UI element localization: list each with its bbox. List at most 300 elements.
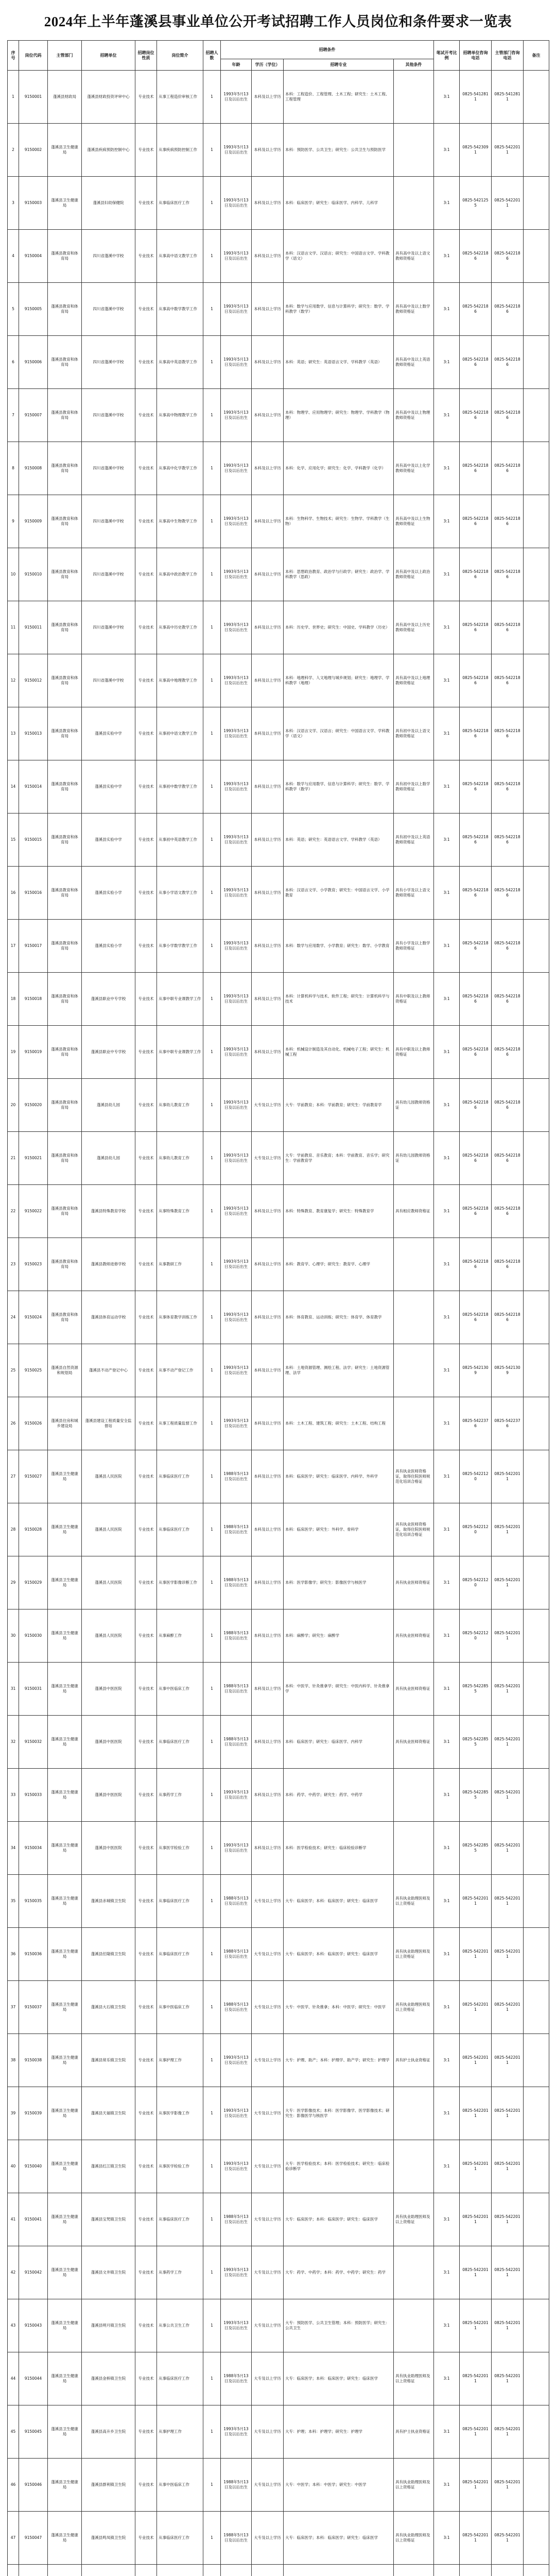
cell-count: 1 xyxy=(203,1663,221,1716)
cell-other: 具有护士执业资格证 xyxy=(394,2405,434,2459)
cell-code: 9150037 xyxy=(19,1981,48,2034)
cell-code: 9150011 xyxy=(19,601,48,654)
cell-remark xyxy=(524,2512,549,2565)
cell-major: 本科：物理学、应用物理学；研究生：物理学、学科教学（物理） xyxy=(284,389,394,442)
cell-other xyxy=(394,1238,434,1291)
cell-count: 1 xyxy=(203,2193,221,2246)
cell-seq: 9 xyxy=(8,495,19,548)
cell-code: 9150007 xyxy=(19,389,48,442)
cell-desc: 从事麻醉工作 xyxy=(157,1609,203,1663)
cell-count: 1 xyxy=(203,71,221,124)
cell-other xyxy=(394,124,434,177)
cell-nature: 专业技术 xyxy=(135,2034,157,2087)
cell-consult-phone: 0825-5422186 xyxy=(460,814,492,867)
cell-edu: 大专及以上学历 xyxy=(252,2405,284,2459)
cell-code: 9150024 xyxy=(19,1291,48,1344)
cell-ratio: 3:1 xyxy=(434,1132,460,1185)
cell-dept: 蓬溪县卫生健康局 xyxy=(48,2246,82,2299)
header-major: 招聘专业 xyxy=(284,59,394,71)
cell-code: 9150005 xyxy=(19,283,48,336)
cell-remark xyxy=(524,442,549,495)
cell-remark xyxy=(524,2140,549,2193)
cell-dept: 蓬溪县教育和体育局 xyxy=(48,920,82,973)
cell-count: 1 xyxy=(203,1981,221,2034)
cell-dept: 蓬溪县卫生健康局 xyxy=(48,2034,82,2087)
cell-desc: 从事医学影像诊断工作 xyxy=(157,1556,203,1609)
cell-ratio: 3:1 xyxy=(434,814,460,867)
cell-count: 1 xyxy=(203,2405,221,2459)
cell-ratio: 3:1 xyxy=(434,1716,460,1769)
cell-unit: 蓬溪县建设工程质量安全监督站 xyxy=(82,1397,135,1450)
cell-unit: 蓬溪县人民医院 xyxy=(82,1503,135,1556)
cell-desc: 从事药学工作 xyxy=(157,2246,203,2299)
cell-seq: 46 xyxy=(8,2459,19,2512)
cell-code: 9150017 xyxy=(19,920,48,973)
cell-major: 本科：化学、应用化学；研究生：化学、学科教学（化学） xyxy=(284,442,394,495)
cell-dept-phone: 0825-5422011 xyxy=(492,1822,524,1875)
cell-count: 1 xyxy=(203,1875,221,1928)
cell-desc: 从事高中化学教学工作 xyxy=(157,442,203,495)
header-dept: 主管部门 xyxy=(48,41,82,71)
cell-seq: 19 xyxy=(8,1026,19,1079)
cell-edu: 本科及以上学历 xyxy=(252,1503,284,1556)
cell-desc: 从事高中生物教学工作 xyxy=(157,495,203,548)
cell-remark xyxy=(524,1026,549,1079)
cell-edu: 大专及以上学历 xyxy=(252,1928,284,1981)
cell-consult-phone: 0825-5422186 xyxy=(460,1079,492,1132)
header-conditions: 招聘条件 xyxy=(221,41,434,59)
cell-consult-phone: 0825-5422186 xyxy=(460,867,492,920)
cell-dept-phone: 0825-5422011 xyxy=(492,2246,524,2299)
cell-consult-phone: 0825-5422186 xyxy=(460,1291,492,1344)
cell-remark xyxy=(524,177,549,230)
cell-count: 1 xyxy=(203,2087,221,2140)
cell-desc: 从事临床医疗工作 xyxy=(157,1875,203,1928)
cell-age: 1993年5月13日及以后出生 xyxy=(221,1822,252,1875)
table-row xyxy=(8,230,549,283)
cell-count: 1 xyxy=(203,2246,221,2299)
cell-remark xyxy=(524,230,549,283)
cell-ratio: 3:1 xyxy=(434,2087,460,2140)
header-dept-phone: 主管部门咨询电话 xyxy=(492,41,524,71)
cell-nature: 专业技术 xyxy=(135,867,157,920)
cell-ratio: 3:1 xyxy=(434,1556,460,1609)
cell-desc: 从事中医临床工作 xyxy=(157,2459,203,2512)
cell-dept-phone: 0825-5422011 xyxy=(492,1981,524,2034)
cell-remark xyxy=(524,1928,549,1981)
cell-major: 大专：学前教育；本科：学前教育；研究生：学前教育学 xyxy=(284,1079,394,1132)
cell-count: 1 xyxy=(203,283,221,336)
cell-consult-phone: 0825-5422855 xyxy=(460,1769,492,1822)
cell-consult-phone: 0825-5422186 xyxy=(460,760,492,814)
cell-unit: 四川省蓬溪中学校 xyxy=(82,601,135,654)
cell-consult-phone: 0825-5422855 xyxy=(460,1716,492,1769)
cell-consult-phone: 0825-5422011 xyxy=(460,2246,492,2299)
cell-age: 1988年5月13日及以后出生 xyxy=(221,1663,252,1716)
cell-remark xyxy=(524,124,549,177)
cell-remark xyxy=(524,1716,549,1769)
cell-code: 9150028 xyxy=(19,1503,48,1556)
cell-code: 9150029 xyxy=(19,1556,48,1609)
cell-dept: 蓬溪县财政局 xyxy=(48,71,82,124)
cell-edu: 本科及以上学历 xyxy=(252,973,284,1026)
cell-edu: 本科及以上学历 xyxy=(252,230,284,283)
cell-remark xyxy=(524,920,549,973)
cell-seq: 25 xyxy=(8,1344,19,1397)
cell-remark xyxy=(524,336,549,389)
cell-consult-phone: 0825-5422186 xyxy=(460,1238,492,1291)
cell-ratio: 3:1 xyxy=(434,2512,460,2565)
cell-edu: 本科及以上学历 xyxy=(252,920,284,973)
cell-dept-phone: 0825-5422186 xyxy=(492,973,524,1026)
cell-ratio: 3:1 xyxy=(434,1875,460,1928)
cell-count: 1 xyxy=(203,973,221,1026)
cell-remark xyxy=(524,1344,549,1397)
cell-count: 1 xyxy=(203,1503,221,1556)
cell-edu: 大专及以上学历 xyxy=(252,2512,284,2565)
cell-age: 1988年5月13日及以后出生 xyxy=(221,1503,252,1556)
cell-seq: 23 xyxy=(8,1238,19,1291)
cell-major: 本科：汉语言文学、汉语言；研究生：中国语言文学、学科教学（语文） xyxy=(284,707,394,760)
cell-major xyxy=(284,2565,394,2576)
cell-nature: 专业技术 xyxy=(135,71,157,124)
cell-code: 9150022 xyxy=(19,1185,48,1238)
cell-dept-phone: 0825-5421309 xyxy=(492,1344,524,1397)
cell-age: 1988年5月13日及以后出生 xyxy=(221,2193,252,2246)
cell-nature: 专业技术 xyxy=(135,1609,157,1663)
cell-consult-phone: 0825-5422186 xyxy=(460,442,492,495)
cell-code: 9150015 xyxy=(19,814,48,867)
table-row xyxy=(8,1609,549,1663)
cell-count: 1 xyxy=(203,336,221,389)
cell-dept-phone: 0825-5422011 xyxy=(492,2352,524,2405)
cell-other: 具有中职及以上教师资格证 xyxy=(394,973,434,1026)
cell-edu: 大专及以上学历 xyxy=(252,2140,284,2193)
cell-dept-phone: 0825-5422011 xyxy=(492,1503,524,1556)
cell-dept: 蓬溪县卫生健康局 xyxy=(48,2405,82,2459)
cell-ratio: 3:1 xyxy=(434,1079,460,1132)
cell-dept: 蓬溪县卫生健康局 xyxy=(48,2193,82,2246)
cell-major: 本科：临床医学；研究生：外科学、骨科学 xyxy=(284,1503,394,1556)
cell-unit: 蓬溪县妇幼保健院 xyxy=(82,177,135,230)
cell-desc: 从事特殊教育工作 xyxy=(157,1185,203,1238)
cell-dept: 蓬溪县教育和体育局 xyxy=(48,867,82,920)
cell-dept: 蓬溪县卫生健康局 xyxy=(48,1609,82,1663)
cell-consult-phone: 0825-5422186 xyxy=(460,920,492,973)
cell-major: 大专：临床医学；本科：临床医学；研究生：临床医学 xyxy=(284,2352,394,2405)
cell-count: 1 xyxy=(203,1238,221,1291)
cell-edu: 本科及以上学历 xyxy=(252,1397,284,1450)
table-row xyxy=(8,1822,549,1875)
cell-code: 9150033 xyxy=(19,1769,48,1822)
cell-other: 具有相应教师资格证 xyxy=(394,1185,434,1238)
cell-edu: 大专及以上学历 xyxy=(252,2459,284,2512)
cell-code: 9150023 xyxy=(19,1238,48,1291)
cell-consult-phone: 0825-5422011 xyxy=(460,2352,492,2405)
cell-code: 9150004 xyxy=(19,230,48,283)
cell-ratio: 3:1 xyxy=(434,124,460,177)
cell-desc: 从事工程造价审核工作 xyxy=(157,71,203,124)
cell-other: 具有高中及以上历史教师资格证 xyxy=(394,601,434,654)
cell-unit: 蓬溪县常乐镇卫生院 xyxy=(82,2034,135,2087)
cell-dept-phone: 0825-5422186 xyxy=(492,654,524,707)
cell-major: 大专：护理、助产；本科：护理学、助产学；研究生：护理学 xyxy=(284,2034,394,2087)
cell-dept: 蓬溪县教育和体育局 xyxy=(48,654,82,707)
cell-dept: 蓬溪县教育和体育局 xyxy=(48,1291,82,1344)
table-row xyxy=(8,2193,549,2246)
cell-seq: 34 xyxy=(8,1822,19,1875)
cell-desc: 从事临床医疗工作 xyxy=(157,2352,203,2405)
table-row xyxy=(8,1663,549,1716)
cell-nature: 专业技术 xyxy=(135,707,157,760)
cell-unit: 蓬溪县教师进修学校 xyxy=(82,1238,135,1291)
table-row xyxy=(8,283,549,336)
cell-other: 具有执业医师资格证，取得住院医师规范化培训合格证 xyxy=(394,1503,434,1556)
cell-count: 1 xyxy=(203,1556,221,1609)
cell-ratio: 3:1 xyxy=(434,2034,460,2087)
cell-age: 1993年5月13日及以后出生 xyxy=(221,2140,252,2193)
cell-remark xyxy=(524,814,549,867)
cell-remark xyxy=(524,71,549,124)
cell-other xyxy=(394,177,434,230)
cell-desc: 从事高中历史教学工作 xyxy=(157,601,203,654)
cell-dept-phone: 0825-5422376 xyxy=(492,1397,524,1450)
cell-nature: 专业技术 xyxy=(135,2140,157,2193)
cell-code: 9150020 xyxy=(19,1079,48,1132)
cell-ratio: 3:1 xyxy=(434,760,460,814)
cell-other: 具有高中及以上数学教师资格证 xyxy=(394,283,434,336)
cell-remark xyxy=(524,1291,549,1344)
cell-consult-phone: 0825-5422186 xyxy=(460,283,492,336)
cell-edu: 本科及以上学历 xyxy=(252,814,284,867)
cell-age: 1993年5月13日及以后出生 xyxy=(221,1185,252,1238)
cell-age: 1993年5月13日及以后出生 xyxy=(221,814,252,867)
cell-consult-phone: 0825-5422186 xyxy=(460,1132,492,1185)
cell-edu: 本科及以上学历 xyxy=(252,1769,284,1822)
cell-unit: 四川省蓬溪中学校 xyxy=(82,389,135,442)
cell-major: 大专：临床医学；本科：临床医学；研究生：临床医学 xyxy=(284,1928,394,1981)
header-exam-ratio: 笔试开考比例 xyxy=(434,41,460,71)
cell-desc: 从事临床医疗工作 xyxy=(157,2512,203,2565)
cell-desc: 从事药学工作 xyxy=(157,1769,203,1822)
cell-desc: 从事医学检验工作 xyxy=(157,1822,203,1875)
cell-edu: 大专及以上学历 xyxy=(252,1875,284,1928)
cell-seq: 15 xyxy=(8,814,19,867)
cell-edu: 大专及以上学历 xyxy=(252,2193,284,2246)
cell-dept: 蓬溪县卫生健康局 xyxy=(48,2140,82,2193)
cell-dept-phone: 0825-5422186 xyxy=(492,548,524,601)
cell-nature: 专业技术 xyxy=(135,1397,157,1450)
cell-ratio: 3:1 xyxy=(434,1769,460,1822)
cell-age: 1993年5月13日及以后出生 xyxy=(221,2034,252,2087)
cell-other: 具有执业助理医师及以上资格证 xyxy=(394,1981,434,2034)
cell-seq: 43 xyxy=(8,2299,19,2352)
cell-desc: 从事护理工作 xyxy=(157,2405,203,2459)
cell-code: 9150046 xyxy=(19,2459,48,2512)
cell-other: 具有执业助理医师及以上资格证 xyxy=(394,1928,434,1981)
cell-unit: 蓬溪县人民医院 xyxy=(82,1556,135,1609)
cell-edu: 本科及以上学历 xyxy=(252,1609,284,1663)
table-row xyxy=(8,124,549,177)
cell-dept: 蓬溪县卫生健康局 xyxy=(48,1663,82,1716)
cell-dept: 蓬溪县卫生健康局 xyxy=(48,2512,82,2565)
cell-other xyxy=(394,1397,434,1450)
cell-remark xyxy=(524,1609,549,1663)
cell-code: 9150012 xyxy=(19,654,48,707)
cell-dept: 蓬溪县教育和体育局 xyxy=(48,336,82,389)
cell-ratio: 3:1 xyxy=(434,1663,460,1716)
cell-dept-phone: 0825-5422186 xyxy=(492,707,524,760)
cell-consult-phone: 0825-5422120 xyxy=(460,1556,492,1609)
cell-nature: 专业技术 xyxy=(135,2352,157,2405)
cell-age: 1993年5月13日及以后出生 xyxy=(221,2087,252,2140)
cell-dept: 蓬溪县教育和体育局 xyxy=(48,1238,82,1291)
cell-unit: 蓬溪县实验中学 xyxy=(82,760,135,814)
cell-age: 1988年5月13日及以后出生 xyxy=(221,1609,252,1663)
cell-major: 大专：临床医学；本科：临床医学；研究生：临床医学 xyxy=(284,2193,394,2246)
cell-major: 大专：医学影像技术；本科：医学影像学、医学影像技术；研究生：影像医学与核医学 xyxy=(284,2087,394,2140)
cell-age: 1993年5月13日及以后出生 xyxy=(221,654,252,707)
cell-count: 1 xyxy=(203,1716,221,1769)
cell-remark xyxy=(524,389,549,442)
cell-major: 大专：药学、中药学；本科：药学、中药学；研究生：药学 xyxy=(284,2246,394,2299)
cell-seq: 45 xyxy=(8,2405,19,2459)
cell-remark xyxy=(524,2299,549,2352)
cell-seq: 22 xyxy=(8,1185,19,1238)
cell-ratio: 3:1 xyxy=(434,2246,460,2299)
cell-code: 9150030 xyxy=(19,1609,48,1663)
cell-dept: 蓬溪县教育和体育局 xyxy=(48,707,82,760)
cell-seq: 35 xyxy=(8,1875,19,1928)
cell-ratio: 3:1 xyxy=(434,495,460,548)
cell-nature: 专业技术 xyxy=(135,654,157,707)
table-row xyxy=(8,1185,549,1238)
cell-desc: 从事初中语文教学工作 xyxy=(157,707,203,760)
cell-unit: 蓬溪县鸣凤镇卫生院 xyxy=(82,2512,135,2565)
cell-remark xyxy=(524,2352,549,2405)
cell-count: 1 xyxy=(203,1291,221,1344)
table-row xyxy=(8,2087,549,2140)
cell-desc: 从事高中语文教学工作 xyxy=(157,230,203,283)
cell-age: 1993年5月13日及以后出生 xyxy=(221,867,252,920)
cell-dept: 蓬溪县教育和体育局 xyxy=(48,495,82,548)
cell-seq: 24 xyxy=(8,1291,19,1344)
cell-unit: 蓬溪县人民医院 xyxy=(82,1450,135,1503)
cell-dept: 蓬溪县卫生健康局 xyxy=(48,1822,82,1875)
cell-code: 9150010 xyxy=(19,548,48,601)
cell-ratio: 3:1 xyxy=(434,973,460,1026)
table-row xyxy=(8,1344,549,1397)
cell-desc: 从事中职专业课教学工作 xyxy=(157,973,203,1026)
cell-consult-phone: 0825-5421255 xyxy=(460,177,492,230)
cell-ratio: 3:1 xyxy=(434,601,460,654)
cell-dept: 蓬溪县卫生健康局 xyxy=(48,1450,82,1503)
cell-dept-phone: 0825-5422011 xyxy=(492,124,524,177)
cell-remark xyxy=(524,2246,549,2299)
cell-ratio: 3:1 xyxy=(434,442,460,495)
cell-edu: 本科及以上学历 xyxy=(252,1822,284,1875)
table-row xyxy=(8,2299,549,2352)
cell-seq: 38 xyxy=(8,2034,19,2087)
cell-age: 1993年5月13日及以后出生 xyxy=(221,442,252,495)
cell-count: 1 xyxy=(203,548,221,601)
cell-age: 1988年5月13日及以后出生 xyxy=(221,1556,252,1609)
header-other: 其他条件 xyxy=(394,59,434,71)
cell-edu: 本科及以上学历 xyxy=(252,867,284,920)
cell-edu: 大专及以上学历 xyxy=(252,1132,284,1185)
cell-age: 1988年5月13日及以后出生 xyxy=(221,1716,252,1769)
cell-dept-phone xyxy=(492,2565,524,2576)
cell-remark xyxy=(524,1822,549,1875)
cell-remark xyxy=(524,1238,549,1291)
cell-nature: 专业技术 xyxy=(135,2459,157,2512)
cell-seq: 37 xyxy=(8,1981,19,2034)
cell-dept: 蓬溪县卫生健康局 xyxy=(48,1503,82,1556)
cell-edu: 本科及以上学历 xyxy=(252,1450,284,1503)
cell-remark xyxy=(524,283,549,336)
cell-nature: 专业技术 xyxy=(135,1291,157,1344)
cell-desc: 从事疾病预防控制工作 xyxy=(157,124,203,177)
cell-consult-phone: 0825-5422186 xyxy=(460,230,492,283)
cell-desc: 从事护理工作 xyxy=(157,2034,203,2087)
cell-code: 9150006 xyxy=(19,336,48,389)
cell-major: 本科：医学检验技术；研究生：临床检验诊断学 xyxy=(284,1822,394,1875)
cell-code xyxy=(19,2565,48,2576)
cell-nature: 专业技术 xyxy=(135,2246,157,2299)
cell-nature: 专业技术 xyxy=(135,336,157,389)
cell-dept-phone: 0825-5422011 xyxy=(492,1928,524,1981)
cell-other xyxy=(394,1344,434,1397)
cell-remark xyxy=(524,2193,549,2246)
cell-nature: 专业技术 xyxy=(135,973,157,1026)
cell-edu: 大专及以上学历 xyxy=(252,1981,284,2034)
cell-edu: 本科及以上学历 xyxy=(252,442,284,495)
cell-ratio: 3:1 xyxy=(434,2459,460,2512)
cell-nature: 专业技术 xyxy=(135,920,157,973)
cell-other: 具有初中及以上英语教师资格证 xyxy=(394,814,434,867)
cell-consult-phone: 0825-5422186 xyxy=(460,336,492,389)
cell-unit: 蓬溪县职业中专学校 xyxy=(82,973,135,1026)
cell-nature: 专业技术 xyxy=(135,1132,157,1185)
cell-code: 9150021 xyxy=(19,1132,48,1185)
cell-other: 具有执业医师资格证 xyxy=(394,1556,434,1609)
cell-edu: 本科及以上学历 xyxy=(252,336,284,389)
cell-count: 1 xyxy=(203,2352,221,2405)
cell-desc: 从事临床医疗工作 xyxy=(157,1450,203,1503)
table-row xyxy=(8,177,549,230)
cell-desc: 从事高中物理教学工作 xyxy=(157,389,203,442)
cell-dept: 蓬溪县卫生健康局 xyxy=(48,177,82,230)
cell-major: 本科：数学与应用数学、信息与计算科学；研究生：数学、学科教学（数学） xyxy=(284,283,394,336)
table-row xyxy=(8,707,549,760)
table-row xyxy=(8,2459,549,2512)
cell-unit: 蓬溪县财政投资评审中心 xyxy=(82,71,135,124)
cell-consult-phone: 0825-5422376 xyxy=(460,1397,492,1450)
cell-age: 1993年5月13日及以后出生 xyxy=(221,177,252,230)
cell-age: 1993年5月13日及以后出生 xyxy=(221,920,252,973)
table-row xyxy=(8,2405,549,2459)
cell-count: 1 xyxy=(203,2140,221,2193)
cell-dept-phone: 0825-5422011 xyxy=(492,2512,524,2565)
cell-unit xyxy=(82,2565,135,2576)
cell-ratio: 3:1 xyxy=(434,1185,460,1238)
cell-major: 大专：中医学、针灸推拿；本科：中医学；研究生：中医学 xyxy=(284,1981,394,2034)
cell-code: 9150032 xyxy=(19,1716,48,1769)
cell-other: 具有执业助理医师及以上资格证 xyxy=(394,1875,434,1928)
cell-major: 大专：临床医学；本科：临床医学；研究生：临床医学 xyxy=(284,1875,394,1928)
cell-remark xyxy=(524,601,549,654)
cell-desc xyxy=(157,2565,203,2576)
